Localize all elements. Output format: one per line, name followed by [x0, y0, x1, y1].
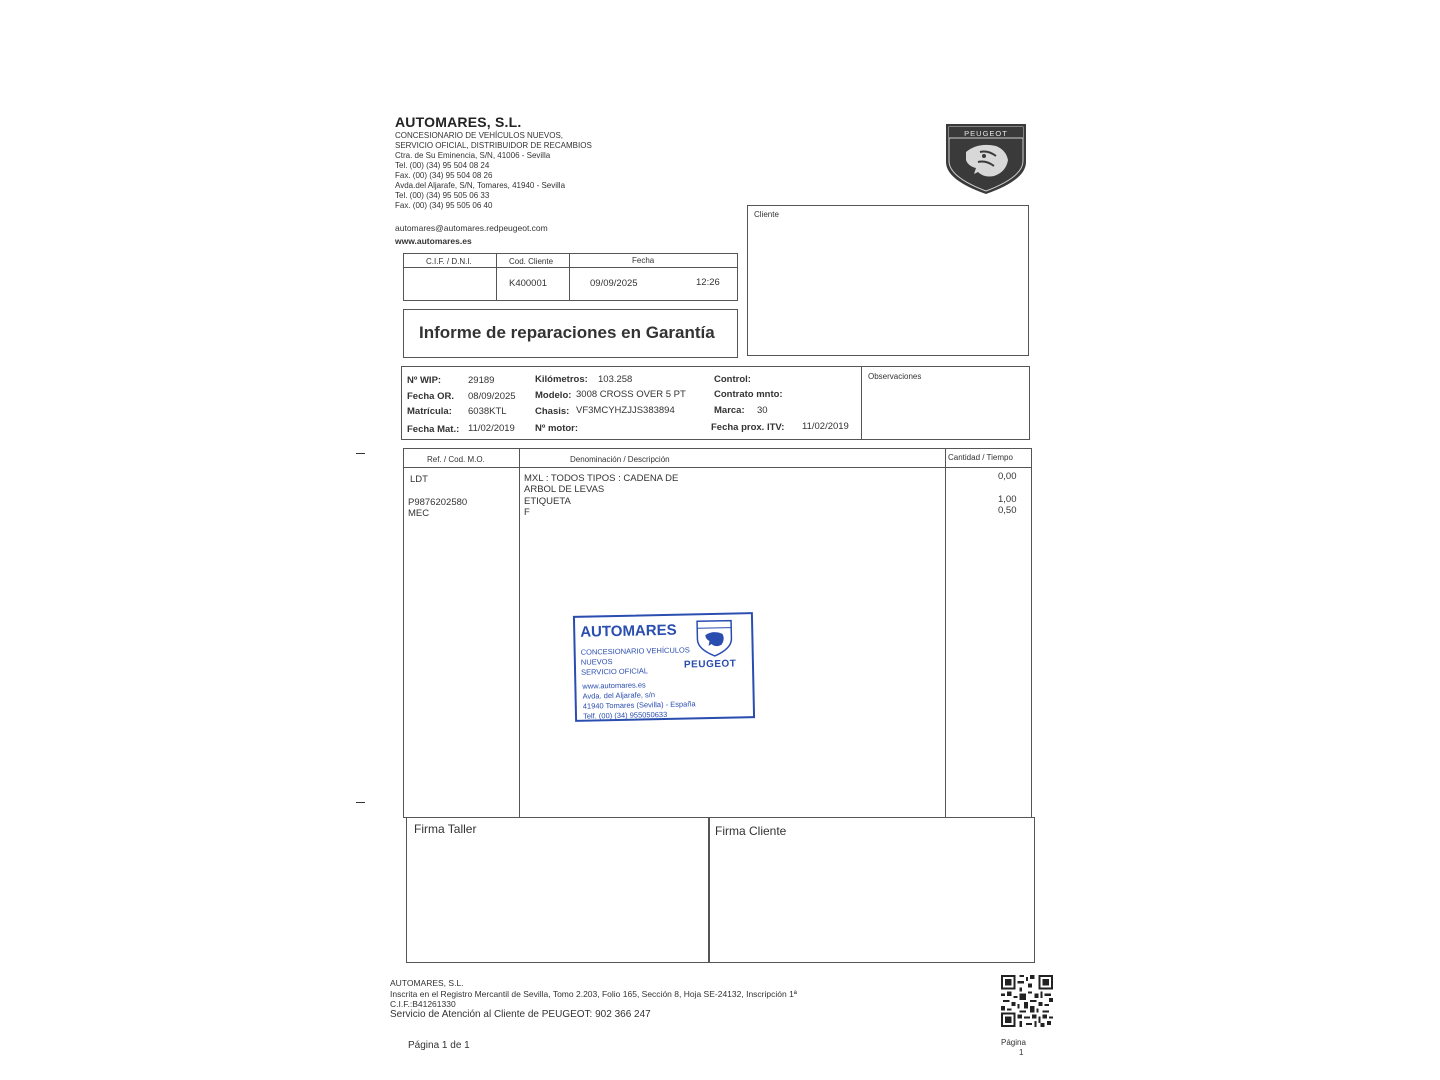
fecha-or-value: 08/09/2025	[468, 391, 516, 402]
chasis-label: Chasis:	[535, 406, 570, 417]
col-ref-header: Ref. / Cod. M.O.	[427, 455, 485, 464]
control-label: Control:	[714, 374, 751, 385]
cod-cliente-label: Cod. Cliente	[509, 257, 554, 266]
item-ref: P9876202580	[408, 497, 468, 508]
signature-taller-box	[406, 817, 710, 963]
footer-line: Servicio de Atención al Cliente de PEUGEOT: 902 366 247	[390, 1008, 651, 1020]
stamp-phone: Telf. (00) (34) 955050633	[582, 709, 668, 721]
item-qty: 0,50	[998, 505, 1017, 516]
footer-line: AUTOMARES, S.L.	[390, 978, 464, 988]
page-number: 1	[1019, 1048, 1024, 1057]
company-details	[395, 131, 592, 211]
cod-cliente-value: K400001	[509, 278, 548, 289]
motor-label: Nº motor:	[535, 423, 579, 434]
signature-cliente-label: Firma Cliente	[715, 824, 787, 838]
item-qty: 0,00	[998, 471, 1017, 482]
signature-cliente-box	[708, 817, 1035, 963]
marca-value: 30	[757, 405, 768, 416]
contrato-label: Contrato mnto:	[714, 389, 783, 400]
stamp-line: NUEVOS	[580, 657, 613, 667]
company-line: Ctra. de Su Eminencia, S/N, 41006 - Sevilla	[395, 151, 551, 160]
item-desc: F	[524, 507, 530, 518]
footer-legal	[390, 978, 797, 1020]
item-desc: ETIQUETA	[524, 496, 571, 507]
item-ref: LDT	[410, 474, 428, 485]
item-desc: ARBOL DE LEVAS	[524, 484, 605, 495]
company-line: Fax. (00) (34) 95 505 06 40	[395, 201, 493, 210]
qr-code-icon	[1001, 975, 1053, 1027]
itv-label: Fecha prox. ITV:	[711, 422, 785, 433]
stamp-addr-line: 41940 Tomares (Sevilla) - España	[582, 699, 696, 711]
fecha-value: 09/09/2025	[590, 278, 638, 289]
wip-value: 29189	[468, 375, 495, 386]
margin-mark	[356, 453, 365, 454]
wip-label: Nº WIP:	[407, 375, 442, 386]
peugeot-logo	[944, 122, 1028, 196]
signature-taller-label: Firma Taller	[414, 822, 477, 836]
chasis-value: VF3MCYHZJJS383894	[576, 405, 675, 416]
marca-label: Marca:	[714, 405, 745, 416]
company-web: www.automares.es	[395, 236, 472, 246]
company-line: Fax. (00) (34) 95 504 08 26	[395, 171, 493, 180]
modelo-label: Modelo:	[535, 390, 572, 401]
vehicle-info-box	[401, 366, 1030, 440]
hora-value: 12:26	[696, 277, 720, 288]
stamp-addr-line: Avda. del Aljarafe, s/n	[582, 690, 656, 701]
document-title: Informe de reparaciones en Garantía	[419, 323, 715, 342]
company-email: automares@automares.redpeugeot.com	[395, 223, 548, 233]
stamp-title: AUTOMARES	[580, 621, 677, 641]
observaciones-label: Observaciones	[868, 372, 922, 381]
stamp-peugeot-shield-icon	[695, 619, 734, 658]
stamp-brand: PEUGEOT	[683, 658, 737, 671]
item-desc: MXL : TODOS TIPOS : CADENA DE	[524, 473, 679, 484]
matricula-value: 6038KTL	[468, 406, 507, 417]
fecha-or-label: Fecha OR.	[407, 391, 454, 402]
company-line: Tel. (00) (34) 95 504 08 24	[395, 161, 490, 170]
title-box	[403, 309, 738, 358]
itv-value: 11/02/2019	[802, 421, 849, 432]
logo-brand-text: PEUGEOT	[964, 129, 1008, 138]
matricula-label: Matrícula:	[407, 406, 452, 417]
fecha-mat-value: 11/02/2019	[468, 423, 515, 434]
fecha-mat-label: Fecha Mat.:	[407, 424, 460, 435]
company-line: Avda.del Aljarafe, S/N, Tomares, 41940 - Sevilla	[395, 181, 566, 190]
margin-mark	[356, 802, 365, 803]
item-qty: 1,00	[998, 494, 1017, 505]
page-label: Página	[1001, 1038, 1026, 1047]
footer-line: Inscrita en el Registro Mercantil de Sevilla, Tomo 2.203, Folio 165, Sección 8, Hoja SE-24132, Inscripción 1ª	[390, 988, 797, 999]
km-value: 103.258	[598, 374, 633, 385]
item-ref: MEC	[408, 508, 430, 519]
peugeot-shield-icon	[944, 122, 1028, 196]
stamp-address	[582, 679, 696, 721]
footer-line: C.I.F.:B41261330	[390, 999, 456, 1009]
modelo-value: 3008 CROSS OVER 5 PT	[576, 389, 686, 400]
client-box	[747, 205, 1029, 356]
company-line: SERVICIO OFICIAL, DISTRIBUIDOR DE RECAMBIOS	[395, 141, 592, 150]
dealer-stamp	[573, 612, 755, 722]
company-contact	[395, 222, 548, 248]
client-label: Cliente	[754, 210, 779, 219]
col-qty-header: Cantidad / Tiempo	[948, 453, 1013, 462]
fecha-label: Fecha	[632, 256, 655, 265]
page-counter: Página 1 de 1	[408, 1040, 470, 1051]
stamp-line: SERVICIO OFICIAL	[580, 666, 649, 677]
col-desc-header: Denominación / Descripción	[570, 455, 670, 464]
stamp-line: CONCESIONARIO VEHÍCULOS	[580, 645, 690, 657]
header-table	[403, 253, 738, 301]
stamp-web: www.automares.es	[582, 680, 646, 691]
company-line: Tel. (00) (34) 95 505 06 33	[395, 191, 490, 200]
company-name: AUTOMARES, S.L.	[395, 114, 522, 130]
company-line: CONCESIONARIO DE VEHÍCULOS NUEVOS,	[395, 131, 564, 140]
cif-label: C.I.F. / D.N.I.	[426, 257, 472, 266]
stamp-description	[581, 645, 691, 677]
km-label: Kilómetros:	[535, 374, 588, 385]
